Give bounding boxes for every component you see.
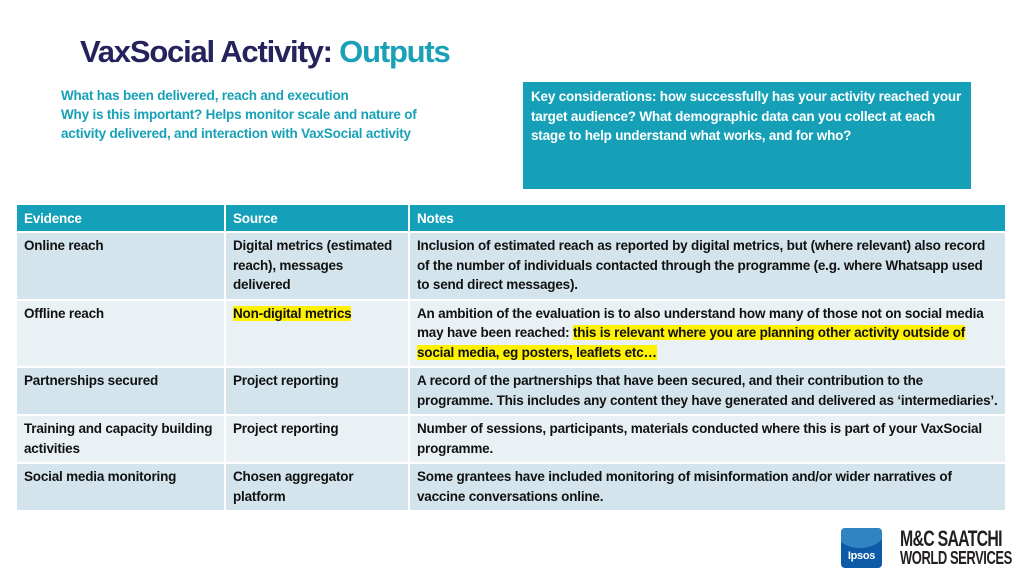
mc-saatchi-logo-line1: M&C SAATCHI <box>900 526 1002 551</box>
ipsos-swoosh-icon <box>841 528 882 548</box>
mc-saatchi-logo-line2: WORLD SERVICES <box>900 548 1012 568</box>
source-cell: Digital metrics (estimated reach), messages delivered <box>225 232 409 300</box>
key-considerations-box: Key considerations: how successfully has your activity reached your target audience? What demographic data can you collect at each stage to help understand what works, and for who? <box>523 82 971 189</box>
source-cell: Chosen aggregator platform <box>225 463 409 510</box>
subtitle-line: What has been delivered, reach and execution <box>61 88 349 103</box>
evidence-cell: Offline reach <box>17 300 225 368</box>
title-accent: Outputs <box>339 34 450 69</box>
notes-cell <box>409 300 1005 368</box>
notes-cell <box>409 232 1005 300</box>
header-evidence: Evidence <box>17 205 225 232</box>
highlighted-source: Non-digital metrics <box>233 305 352 321</box>
notes-text: A record of the partnerships that have been secured, and their contribution to the programme. This includes any content they have generated and delivered as ‘intermediaries’. <box>417 373 998 408</box>
highlighted-note: this is relevant where you are planning other activity outside of social media, eg posters, leaflets etc… <box>417 325 966 360</box>
ipsos-logo <box>841 528 882 568</box>
notes-cell <box>409 463 1005 510</box>
page-title <box>80 34 450 70</box>
source-cell: Project reporting <box>225 367 409 415</box>
evidence-cell: Online reach <box>17 232 225 300</box>
header-source: Source <box>225 205 409 232</box>
ipsos-logo-text: Ipsos <box>847 550 876 562</box>
subtitle-line: activity delivered, and interaction with VaxSocial activity <box>61 126 411 141</box>
subtitle-line: Why is this important? Helps monitor scale and nature of <box>61 107 417 122</box>
notes-text: Inclusion of estimated reach as reported by digital metrics, but (where relevant) also record of the number of individuals contacted through the programme (e.g. where Whatsapp used to send direct messages). <box>417 238 986 292</box>
table-row <box>17 415 1005 463</box>
table-row <box>17 300 1005 368</box>
table-row <box>17 367 1005 415</box>
source-cell: Project reporting <box>225 415 409 463</box>
table-row <box>17 232 1005 300</box>
notes-text: Number of sessions, participants, materials conducted where this is part of your VaxSocial programme. <box>417 421 982 456</box>
evidence-cell: Partnerships secured <box>17 367 225 415</box>
source-cell <box>225 300 409 368</box>
notes-text: Some grantees have included monitoring of misinformation and/or wider narratives of vaccine conversations online. <box>417 469 952 504</box>
subtitle-block <box>61 86 481 143</box>
header-notes: Notes <box>409 205 1005 232</box>
evidence-cell: Training and capacity building activities <box>17 415 225 463</box>
notes-cell <box>409 367 1005 415</box>
table-row <box>17 463 1005 510</box>
table-header-row <box>17 205 1005 232</box>
notes-text: An ambition of the evaluation is to also understand how many of those not on social media may have been reached: <box>417 305 984 340</box>
mc-saatchi-logo <box>900 528 1012 567</box>
evidence-cell: Social media monitoring <box>17 463 225 510</box>
outputs-table <box>17 205 1005 510</box>
title-main: VaxSocial Activity: <box>80 34 332 69</box>
notes-cell <box>409 415 1005 463</box>
